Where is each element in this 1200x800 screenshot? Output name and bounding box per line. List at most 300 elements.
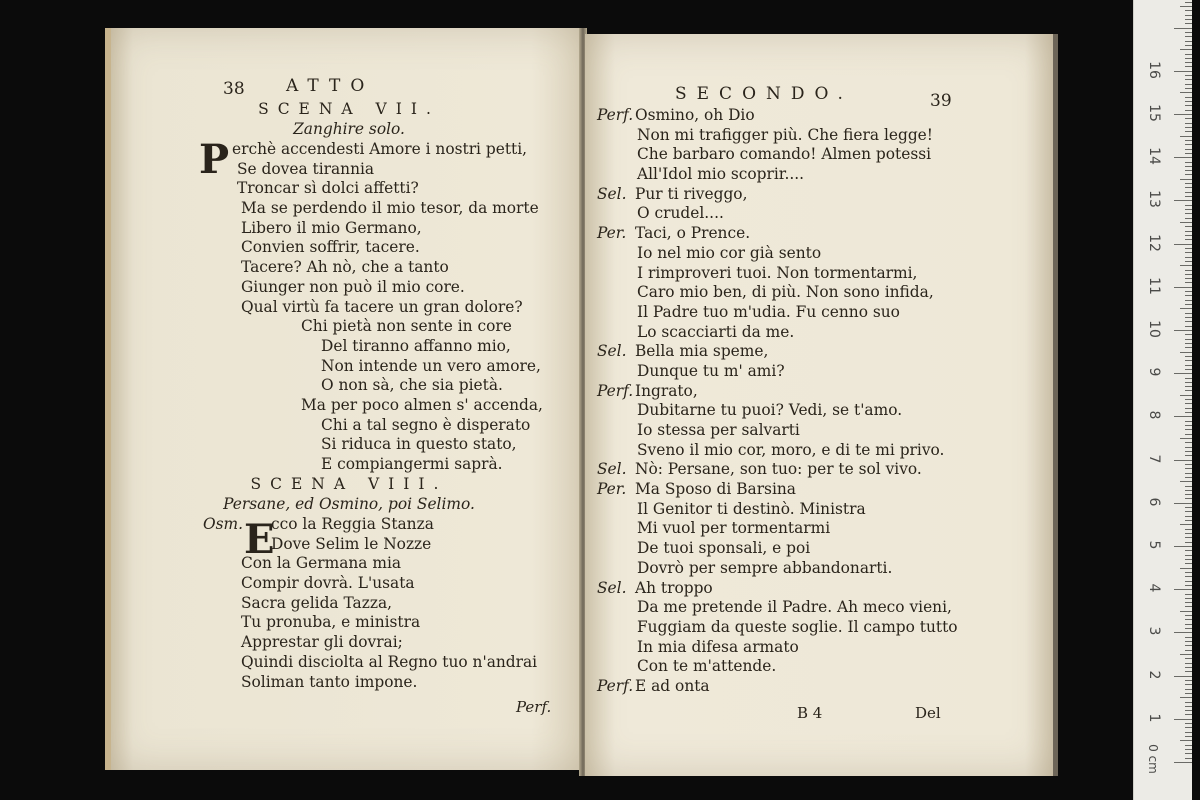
ruler-tick xyxy=(1185,282,1192,283)
ruler-tick xyxy=(1185,291,1192,292)
ruler-tick xyxy=(1185,710,1192,711)
ruler-tick xyxy=(1185,663,1192,664)
ruler-tick xyxy=(1180,568,1192,569)
ruler-tick xyxy=(1174,589,1192,590)
dialogue-line xyxy=(585,382,1053,402)
ruler-tick xyxy=(1185,533,1192,534)
dialogue-line xyxy=(585,618,1053,638)
dialogue-line-text: Io stessa per salvarti xyxy=(637,421,800,439)
ruler-tick xyxy=(1180,438,1192,439)
ruler-tick xyxy=(1180,740,1192,741)
ruler-tick xyxy=(1185,321,1192,322)
ruler-tick xyxy=(1185,563,1192,564)
dialogue-line-text: Dove Selim le Nozze xyxy=(271,534,432,553)
dialogue-line xyxy=(585,185,1053,205)
dialogue-line-text: Lo scacciarti da me. xyxy=(637,322,795,341)
ruler-number: 16 xyxy=(1146,60,1162,79)
ruler-tick xyxy=(1185,218,1192,219)
ruler-number: 6 xyxy=(1146,497,1162,507)
ruler-tick xyxy=(1180,481,1192,482)
verse-line xyxy=(111,258,587,278)
verse-line-text: Troncar sì dolci affetti? xyxy=(237,179,419,198)
scene-title: SCENA VIII. xyxy=(250,475,448,493)
dialogue-line xyxy=(111,613,587,633)
dialogue-line xyxy=(585,677,1053,697)
ruler-tick xyxy=(1185,295,1192,296)
dialogue-line xyxy=(585,303,1053,323)
ruler-tick xyxy=(1185,88,1192,89)
ruler-tick xyxy=(1180,136,1192,137)
measuring-ruler xyxy=(1133,0,1192,800)
ruler-tick xyxy=(1185,248,1192,249)
dialogue-line-text: O crudel.... xyxy=(637,204,724,223)
dialogue-line xyxy=(585,579,1053,599)
verse-line xyxy=(111,160,587,180)
scene-subtitle: Persane, ed Osmino, poi Selimo. xyxy=(223,494,475,513)
ruler-tick xyxy=(1185,187,1192,188)
dialogue-line-text: Con la Germana mia xyxy=(241,554,402,573)
dialogue-line-text: Bella mia speme, xyxy=(635,342,769,361)
verse-line-text: O non sà, che sia pietà. xyxy=(321,376,503,395)
ruler-tick xyxy=(1185,226,1192,227)
right-page xyxy=(585,34,1058,776)
ruler-tick xyxy=(1174,632,1192,633)
catchword: Del xyxy=(915,704,941,722)
verse-line-text: Giunger non può il mio core. xyxy=(241,277,465,296)
ruler-tick xyxy=(1185,684,1192,685)
dialogue-line xyxy=(585,539,1053,559)
dialogue-line-text: Che barbaro comando! Almen potessi xyxy=(637,145,932,164)
dialogue-line xyxy=(111,633,587,653)
dialogue-line-text: Quindi disciolta al Regno tuo n'andrai xyxy=(241,652,538,671)
ruler-tick xyxy=(1185,79,1192,80)
drop-capital: P xyxy=(199,136,230,183)
dialogue-line xyxy=(585,460,1053,480)
ruler-tick xyxy=(1185,162,1192,163)
dialogue-line xyxy=(585,342,1053,362)
ruler-tick xyxy=(1185,473,1192,474)
verse-line-text: Si riduca in questo stato, xyxy=(321,435,517,454)
ruler-tick xyxy=(1185,602,1192,603)
dialogue-line-text: Con te m'attende. xyxy=(637,657,777,676)
ruler-tick xyxy=(1180,352,1192,353)
ruler-tick xyxy=(1185,408,1192,409)
dialogue-line xyxy=(111,594,587,614)
ruler-tick xyxy=(1185,183,1192,184)
ruler-tick xyxy=(1185,170,1192,171)
ruler-tick xyxy=(1185,425,1192,426)
ruler-tick xyxy=(1185,455,1192,456)
ruler-tick xyxy=(1185,270,1192,271)
ruler-tick xyxy=(1174,330,1192,331)
dialogue-line xyxy=(585,244,1053,264)
ruler-tick xyxy=(1185,317,1192,318)
verse-line-text: Del tiranno affanno mio, xyxy=(321,336,511,355)
dialogue-line-text: Taci, o Prence. xyxy=(635,224,751,243)
verse-line-text: E compiangermi saprà. xyxy=(321,455,503,473)
speaker-name: Perf. xyxy=(597,381,634,400)
ruler-tick xyxy=(1180,222,1192,223)
ruler-tick xyxy=(1185,412,1192,413)
verse-line-text: Tacere? Ah nò, che a tanto xyxy=(241,258,449,277)
ruler-tick xyxy=(1174,114,1192,115)
ruler-tick xyxy=(1185,650,1192,651)
dialogue-line-text: Dovrò per sempre abbandonarti. xyxy=(637,558,893,577)
dialogue-line xyxy=(585,362,1053,382)
ruler-tick xyxy=(1174,373,1192,374)
dialogue-line xyxy=(585,480,1053,500)
ruler-tick xyxy=(1185,105,1192,106)
verse-line xyxy=(111,455,587,475)
ruler-tick xyxy=(1174,71,1192,72)
ruler-tick xyxy=(1185,58,1192,59)
ruler-number: 10 xyxy=(1146,320,1162,338)
scene-title: SCENA VII. xyxy=(258,100,440,118)
verse-line xyxy=(111,199,587,219)
ruler-tick xyxy=(1180,611,1192,612)
speaker-name: Sel. xyxy=(597,578,627,597)
dialogue-line-text: Ingrato, xyxy=(635,381,698,400)
open-book xyxy=(105,28,1055,778)
page-number: 39 xyxy=(930,91,952,111)
dialogue-line xyxy=(111,535,587,555)
ruler-tick xyxy=(1185,209,1192,210)
ruler-tick xyxy=(1185,205,1192,206)
ruler-tick xyxy=(1185,758,1192,759)
ruler-tick xyxy=(1174,28,1192,29)
speaker-name: Perf. xyxy=(597,106,634,124)
ruler-tick xyxy=(1180,697,1192,698)
dialogue-line-text: Il Genitor ti destinò. Ministra xyxy=(637,499,866,518)
speaker-name: Per. xyxy=(597,480,627,499)
ruler-tick xyxy=(1185,559,1192,560)
ruler-tick xyxy=(1185,75,1192,76)
ruler-number: 1 xyxy=(1146,713,1162,723)
ruler-tick xyxy=(1185,118,1192,119)
dialogue-line-text: Osmino, oh Dio xyxy=(635,106,755,124)
ruler-tick xyxy=(1185,594,1192,595)
dialogue-line-text: Dunque tu m' ami? xyxy=(637,361,785,380)
dialogue-line-text: Il Padre tuo m'udia. Fu cenno suo xyxy=(637,302,900,321)
ruler-tick xyxy=(1185,239,1192,240)
ruler-tick xyxy=(1185,62,1192,63)
ruler-tick xyxy=(1185,274,1192,275)
ruler-tick xyxy=(1185,680,1192,681)
ruler-tick xyxy=(1185,313,1192,314)
ruler-tick xyxy=(1185,658,1192,659)
ruler-tick xyxy=(1185,468,1192,469)
verse-line xyxy=(111,416,587,436)
ruler-number: 2 xyxy=(1146,670,1162,680)
dialogue-line xyxy=(585,204,1053,224)
ruler-tick xyxy=(1185,585,1192,586)
ruler-tick xyxy=(1185,144,1192,145)
running-header: ATTO xyxy=(286,76,375,96)
dialogue-line xyxy=(585,500,1053,520)
ruler-tick xyxy=(1185,550,1192,551)
verse-line-text: erchè accendesti Amore i nostri petti, xyxy=(232,140,528,158)
ruler-tick xyxy=(1174,416,1192,417)
ruler-tick xyxy=(1185,486,1192,487)
verse-line xyxy=(111,317,587,337)
verse-line-text: Ma se perdendo il mio tesor, da morte xyxy=(241,199,539,218)
ruler-tick xyxy=(1185,54,1192,55)
verse-line-text: Convien soffrir, tacere. xyxy=(241,238,420,257)
ruler-tick xyxy=(1180,654,1192,655)
ruler-tick xyxy=(1185,365,1192,366)
dialogue-line-text: cco la Reggia Stanza xyxy=(271,515,434,533)
verse-line xyxy=(111,238,587,258)
ruler-tick xyxy=(1174,287,1192,288)
ruler-tick xyxy=(1185,360,1192,361)
dialogue-line-text: Apprestar gli dovrai; xyxy=(241,633,403,652)
ruler-tick xyxy=(1185,378,1192,379)
ruler-tick xyxy=(1180,524,1192,525)
ruler-tick xyxy=(1185,542,1192,543)
ruler-tick xyxy=(1185,10,1192,11)
ruler-tick xyxy=(1185,537,1192,538)
ruler-tick xyxy=(1185,507,1192,508)
ruler-tick xyxy=(1185,231,1192,232)
ruler-tick xyxy=(1185,174,1192,175)
dialogue-line-text: Sveno il mio cor, moro, e di te mi privo. xyxy=(637,440,945,459)
ruler-tick xyxy=(1185,347,1192,348)
ruler-tick xyxy=(1185,196,1192,197)
ruler-tick xyxy=(1185,689,1192,690)
ruler-tick xyxy=(1174,157,1192,158)
ruler-tick xyxy=(1180,6,1192,7)
ruler-tick xyxy=(1185,619,1192,620)
dialogue-line-text: Tu pronuba, e ministra xyxy=(241,613,421,632)
ruler-tick xyxy=(1185,555,1192,556)
speaker-name: Sel. xyxy=(597,342,627,361)
ruler-tick xyxy=(1185,23,1192,24)
ruler-tick xyxy=(1185,66,1192,67)
ruler-tick xyxy=(1180,49,1192,50)
verse-line xyxy=(111,219,587,239)
ruler-tick xyxy=(1174,676,1192,677)
ruler-tick xyxy=(1185,749,1192,750)
dialogue-line-text: Fuggiam da queste soglie. Il campo tutto xyxy=(637,617,958,636)
verse-line-text: Qual virtù fa tacere un gran dolore? xyxy=(241,297,523,316)
ruler-tick xyxy=(1185,576,1192,577)
ruler-tick xyxy=(1185,166,1192,167)
dialogue-line xyxy=(585,657,1053,677)
ruler-tick xyxy=(1180,179,1192,180)
ruler-number: 4 xyxy=(1146,583,1162,593)
ruler-number: 7 xyxy=(1146,454,1162,464)
dialogue-line xyxy=(585,283,1053,303)
ruler-tick xyxy=(1185,628,1192,629)
scene-heading-2 xyxy=(111,475,587,514)
dialogue-line xyxy=(585,421,1053,441)
ruler-tick xyxy=(1185,490,1192,491)
dialogue-line-text: Nò: Persane, son tuo: per te sol vivo. xyxy=(635,460,922,479)
ruler-tick xyxy=(1185,97,1192,98)
ruler-tick xyxy=(1185,637,1192,638)
ruler-tick xyxy=(1185,153,1192,154)
ruler-tick xyxy=(1185,615,1192,616)
ruler-tick xyxy=(1185,278,1192,279)
speaker-name: Perf. xyxy=(597,676,634,695)
ruler-tick xyxy=(1185,606,1192,607)
verse-line-text: Ma per poco almen s' accenda, xyxy=(301,395,543,414)
dialogue-line xyxy=(111,673,587,693)
dialogue-line xyxy=(111,515,587,535)
dialogue-line xyxy=(585,126,1053,146)
ruler-number: 3 xyxy=(1146,626,1162,636)
dialogue-line xyxy=(585,106,1053,126)
dialogue-line-text: Io nel mio cor già sento xyxy=(637,243,822,262)
ruler-tick xyxy=(1185,714,1192,715)
dialogue-line-text: Caro mio ben, di più. Non sono infida, xyxy=(637,283,934,302)
ruler-tick xyxy=(1185,702,1192,703)
ruler-tick xyxy=(1185,429,1192,430)
ruler-tick xyxy=(1185,304,1192,305)
ruler-number: 12 xyxy=(1146,233,1162,252)
dialogue-line-text: In mia difesa armato xyxy=(637,637,799,656)
dialogue-line-text: Sacra gelida Tazza, xyxy=(241,593,393,612)
dialogue-lines xyxy=(111,515,587,692)
ruler-number: 15 xyxy=(1146,104,1162,122)
ruler-number: 5 xyxy=(1146,540,1162,550)
verse-line xyxy=(111,179,587,199)
ruler-tick xyxy=(1185,235,1192,236)
signature-mark: B 4 xyxy=(797,704,823,722)
ruler-number: 14 xyxy=(1146,147,1162,166)
ruler-tick xyxy=(1185,356,1192,357)
running-header: SECONDO. xyxy=(675,84,853,104)
dialogue-lines xyxy=(585,106,1053,697)
ruler-tick xyxy=(1180,308,1192,309)
dialogue-line-text: E ad onta xyxy=(635,676,710,695)
ruler-unit: 0 cm xyxy=(1145,744,1160,774)
ruler-tick xyxy=(1185,140,1192,141)
ruler-tick xyxy=(1185,516,1192,517)
ruler-tick xyxy=(1185,127,1192,128)
ruler-tick xyxy=(1185,300,1192,301)
catchword: Perf. xyxy=(516,698,552,716)
dialogue-line xyxy=(585,264,1053,284)
ruler-tick xyxy=(1185,477,1192,478)
ruler-tick xyxy=(1185,447,1192,448)
speaker-name: Sel. xyxy=(597,460,627,479)
ruler-tick xyxy=(1185,693,1192,694)
ruler-tick xyxy=(1185,572,1192,573)
dialogue-line xyxy=(585,441,1053,461)
speaker-name: Per. xyxy=(597,224,627,243)
ruler-tick xyxy=(1185,736,1192,737)
ruler-tick xyxy=(1185,753,1192,754)
ruler-tick xyxy=(1185,645,1192,646)
verse-line xyxy=(111,357,587,377)
scene-subtitle: Zanghire solo. xyxy=(293,119,405,138)
ruler-tick xyxy=(1185,511,1192,512)
dialogue-line xyxy=(585,224,1053,244)
ruler-tick xyxy=(1180,265,1192,266)
drop-capital: E xyxy=(244,516,275,563)
ruler-tick xyxy=(1185,723,1192,724)
dialogue-line xyxy=(585,519,1053,539)
ruler-tick xyxy=(1185,451,1192,452)
verse-line-text: Non intende un vero amore, xyxy=(321,356,541,375)
ruler-tick xyxy=(1185,252,1192,253)
ruler-number: 11 xyxy=(1146,276,1162,295)
ruler-tick xyxy=(1185,386,1192,387)
ruler-tick xyxy=(1185,84,1192,85)
ruler-tick xyxy=(1185,19,1192,20)
ruler-tick xyxy=(1174,244,1192,245)
ruler-tick xyxy=(1185,745,1192,746)
verse-line-text: Chi pietà non sente in core xyxy=(301,317,512,336)
page-number: 38 xyxy=(223,79,245,99)
ruler-tick xyxy=(1174,200,1192,201)
ruler-tick xyxy=(1185,732,1192,733)
ruler-number: 13 xyxy=(1146,190,1162,209)
ruler-tick xyxy=(1185,434,1192,435)
dialogue-line xyxy=(585,638,1053,658)
verse-line-text: Se dovea tirannia xyxy=(237,159,375,178)
dialogue-line-text: De tuoi sponsali, e poi xyxy=(637,539,811,558)
ruler-tick xyxy=(1185,149,1192,150)
ruler-tick xyxy=(1185,343,1192,344)
verse-line xyxy=(111,376,587,396)
ruler-tick xyxy=(1174,503,1192,504)
verse-line xyxy=(111,140,587,160)
left-text-block xyxy=(111,100,587,139)
ruler-tick xyxy=(1185,399,1192,400)
dialogue-line xyxy=(585,323,1053,343)
left-page xyxy=(105,28,587,770)
ruler-tick xyxy=(1185,598,1192,599)
ruler-tick xyxy=(1185,2,1192,3)
dialogue-line xyxy=(585,145,1053,165)
ruler-tick xyxy=(1174,546,1192,547)
ruler-tick xyxy=(1185,15,1192,16)
ruler-tick xyxy=(1185,369,1192,370)
dialogue-line xyxy=(111,554,587,574)
ruler-tick xyxy=(1185,257,1192,258)
ruler-tick xyxy=(1185,41,1192,42)
ruler-tick xyxy=(1185,261,1192,262)
dialogue-line-text: Ah troppo xyxy=(635,578,713,597)
ruler-tick xyxy=(1185,421,1192,422)
verse-line-text: Libero il mio Germano, xyxy=(241,218,422,237)
ruler-tick xyxy=(1185,390,1192,391)
ruler-tick xyxy=(1185,339,1192,340)
ruler-tick xyxy=(1185,382,1192,383)
ruler-tick xyxy=(1174,719,1192,720)
dialogue-line xyxy=(585,598,1053,618)
ruler-tick xyxy=(1185,403,1192,404)
ruler-tick xyxy=(1185,334,1192,335)
ruler-tick xyxy=(1185,101,1192,102)
dialogue-line-text: Pur ti riveggo, xyxy=(635,184,748,203)
ruler-number: 8 xyxy=(1146,410,1162,420)
dialogue-line xyxy=(585,559,1053,579)
ruler-tick xyxy=(1185,529,1192,530)
verse-line xyxy=(111,298,587,318)
ruler-tick xyxy=(1174,460,1192,461)
dialogue-line xyxy=(585,165,1053,185)
ruler-tick xyxy=(1185,131,1192,132)
dialogue-line xyxy=(111,574,587,594)
dialogue-line-text: Da me pretende il Padre. Ah meco vieni, xyxy=(637,598,952,617)
dialogue-line xyxy=(111,653,587,673)
ruler-tick xyxy=(1185,326,1192,327)
ruler-tick xyxy=(1185,498,1192,499)
verse-line xyxy=(111,396,587,416)
